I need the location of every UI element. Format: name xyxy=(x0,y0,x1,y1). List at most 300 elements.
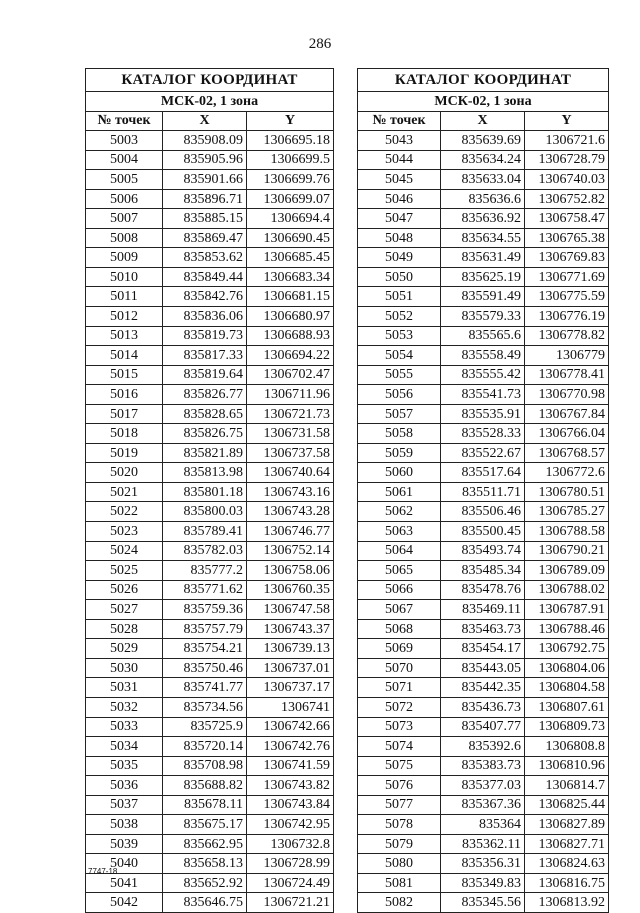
x-coordinate: 835826.75 xyxy=(163,424,247,444)
y-coordinate: 1306827.89 xyxy=(525,815,609,835)
table-row xyxy=(358,307,609,327)
x-coordinate: 835817.33 xyxy=(163,346,247,366)
table-row xyxy=(358,580,609,600)
table-row xyxy=(86,424,334,444)
table-row xyxy=(358,854,609,874)
x-coordinate: 835708.98 xyxy=(163,756,247,776)
x-coordinate: 835631.49 xyxy=(441,248,525,268)
point-number: 5036 xyxy=(86,776,163,796)
table-row xyxy=(358,326,609,346)
table-row xyxy=(358,443,609,463)
y-coordinate: 1306685.45 xyxy=(247,248,334,268)
y-coordinate: 1306785.27 xyxy=(525,502,609,522)
point-number: 5015 xyxy=(86,365,163,385)
table-row xyxy=(358,678,609,698)
table-row xyxy=(358,248,609,268)
table-row xyxy=(86,776,334,796)
table-row xyxy=(358,697,609,717)
table-row xyxy=(358,482,609,502)
x-coordinate: 835819.64 xyxy=(163,365,247,385)
x-coordinate: 835750.46 xyxy=(163,658,247,678)
page-number: 286 xyxy=(308,36,332,52)
y-coordinate: 1306737.01 xyxy=(247,658,334,678)
x-coordinate: 835885.15 xyxy=(163,209,247,229)
point-number: 5032 xyxy=(86,697,163,717)
table-row xyxy=(358,228,609,248)
x-coordinate: 835826.77 xyxy=(163,385,247,405)
x-coordinate: 835741.77 xyxy=(163,678,247,698)
x-coordinate: 835652.92 xyxy=(163,873,247,893)
y-coordinate: 1306788.02 xyxy=(525,580,609,600)
y-coordinate: 1306767.84 xyxy=(525,404,609,424)
x-coordinate: 835558.49 xyxy=(441,346,525,366)
table-row xyxy=(86,697,334,717)
point-number: 5010 xyxy=(86,267,163,287)
y-coordinate: 1306808.8 xyxy=(525,737,609,757)
point-number: 5064 xyxy=(358,541,441,561)
y-coordinate: 1306789.09 xyxy=(525,561,609,581)
y-coordinate: 1306768.57 xyxy=(525,443,609,463)
y-coordinate: 1306827.71 xyxy=(525,834,609,854)
point-number: 5025 xyxy=(86,561,163,581)
x-coordinate: 835757.79 xyxy=(163,619,247,639)
table-row xyxy=(86,639,334,659)
point-number: 5019 xyxy=(86,443,163,463)
x-coordinate: 835658.13 xyxy=(163,854,247,874)
point-number: 5004 xyxy=(86,150,163,170)
point-number: 5074 xyxy=(358,737,441,757)
x-coordinate: 835579.33 xyxy=(441,307,525,327)
table-row xyxy=(358,893,609,913)
y-coordinate: 1306770.98 xyxy=(525,385,609,405)
point-number: 5061 xyxy=(358,482,441,502)
point-number: 5082 xyxy=(358,893,441,913)
point-number: 5037 xyxy=(86,795,163,815)
y-coordinate: 1306699.5 xyxy=(247,150,334,170)
point-number: 5024 xyxy=(86,541,163,561)
x-coordinate: 835828.65 xyxy=(163,404,247,424)
table-row xyxy=(358,170,609,190)
y-coordinate: 1306779 xyxy=(525,346,609,366)
x-coordinate: 835493.74 xyxy=(441,541,525,561)
x-coordinate: 835511.71 xyxy=(441,482,525,502)
x-coordinate: 835633.04 xyxy=(441,170,525,190)
table-row xyxy=(86,307,334,327)
y-coordinate: 1306780.51 xyxy=(525,482,609,502)
x-coordinate: 835478.76 xyxy=(441,580,525,600)
column-header-point: № точек xyxy=(86,111,163,131)
x-coordinate: 835771.62 xyxy=(163,580,247,600)
point-number: 5038 xyxy=(86,815,163,835)
y-coordinate: 1306740.03 xyxy=(525,170,609,190)
table-row xyxy=(358,541,609,561)
y-coordinate: 1306765.38 xyxy=(525,228,609,248)
table-row xyxy=(86,795,334,815)
table-row xyxy=(358,717,609,737)
x-coordinate: 835901.66 xyxy=(163,170,247,190)
table-row xyxy=(86,326,334,346)
table-row xyxy=(358,619,609,639)
x-coordinate: 835725.9 xyxy=(163,717,247,737)
table-row xyxy=(86,287,334,307)
y-coordinate: 1306778.82 xyxy=(525,326,609,346)
y-coordinate: 1306742.76 xyxy=(247,737,334,757)
x-coordinate: 835636.6 xyxy=(441,189,525,209)
x-coordinate: 835734.56 xyxy=(163,697,247,717)
y-coordinate: 1306790.21 xyxy=(525,541,609,561)
x-coordinate: 835720.14 xyxy=(163,737,247,757)
x-coordinate: 835345.56 xyxy=(441,893,525,913)
table-row xyxy=(86,815,334,835)
x-coordinate: 835842.76 xyxy=(163,287,247,307)
x-coordinate: 835442.35 xyxy=(441,678,525,698)
x-coordinate: 835636.92 xyxy=(441,209,525,229)
x-coordinate: 835896.71 xyxy=(163,189,247,209)
table-row xyxy=(358,834,609,854)
y-coordinate: 1306775.59 xyxy=(525,287,609,307)
table-row xyxy=(358,873,609,893)
y-coordinate: 1306742.66 xyxy=(247,717,334,737)
y-coordinate: 1306731.58 xyxy=(247,424,334,444)
point-number: 5080 xyxy=(358,854,441,874)
x-coordinate: 835522.67 xyxy=(441,443,525,463)
y-coordinate: 1306737.17 xyxy=(247,678,334,698)
table-row xyxy=(86,209,334,229)
y-coordinate: 1306804.58 xyxy=(525,678,609,698)
x-coordinate: 835634.55 xyxy=(441,228,525,248)
x-coordinate: 835469.11 xyxy=(441,600,525,620)
x-coordinate: 835754.21 xyxy=(163,639,247,659)
point-number: 5075 xyxy=(358,756,441,776)
y-coordinate: 1306778.41 xyxy=(525,365,609,385)
y-coordinate: 1306752.82 xyxy=(525,189,609,209)
point-number: 5009 xyxy=(86,248,163,268)
point-number: 5029 xyxy=(86,639,163,659)
point-number: 5072 xyxy=(358,697,441,717)
y-coordinate: 1306787.91 xyxy=(525,600,609,620)
x-coordinate: 835849.44 xyxy=(163,267,247,287)
table-row xyxy=(358,737,609,757)
point-number: 5051 xyxy=(358,287,441,307)
point-number: 5026 xyxy=(86,580,163,600)
point-number: 5073 xyxy=(358,717,441,737)
table-row xyxy=(86,365,334,385)
point-number: 5035 xyxy=(86,756,163,776)
y-coordinate: 1306825.44 xyxy=(525,795,609,815)
y-coordinate: 1306772.6 xyxy=(525,463,609,483)
x-coordinate: 835407.77 xyxy=(441,717,525,737)
point-number: 5031 xyxy=(86,678,163,698)
table-row xyxy=(86,248,334,268)
point-number: 5069 xyxy=(358,639,441,659)
x-coordinate: 835555.42 xyxy=(441,365,525,385)
point-number: 5059 xyxy=(358,443,441,463)
catalog-body-right xyxy=(358,131,609,913)
x-coordinate: 835813.98 xyxy=(163,463,247,483)
point-number: 5068 xyxy=(358,619,441,639)
table-row xyxy=(86,404,334,424)
y-coordinate: 1306788.46 xyxy=(525,619,609,639)
table-row xyxy=(86,385,334,405)
table-row xyxy=(358,795,609,815)
x-coordinate: 835356.31 xyxy=(441,854,525,874)
table-row xyxy=(86,561,334,581)
table-row xyxy=(358,404,609,424)
x-coordinate: 835364 xyxy=(441,815,525,835)
y-coordinate: 1306711.96 xyxy=(247,385,334,405)
table-row xyxy=(86,717,334,737)
point-number: 5022 xyxy=(86,502,163,522)
y-coordinate: 1306737.58 xyxy=(247,443,334,463)
table-row xyxy=(86,228,334,248)
table-row xyxy=(358,385,609,405)
y-coordinate: 1306766.04 xyxy=(525,424,609,444)
point-number: 5012 xyxy=(86,307,163,327)
point-number: 5043 xyxy=(358,131,441,151)
x-coordinate: 835362.11 xyxy=(441,834,525,854)
table-row xyxy=(358,639,609,659)
point-number: 5005 xyxy=(86,170,163,190)
point-number: 5033 xyxy=(86,717,163,737)
y-coordinate: 1306758.06 xyxy=(247,561,334,581)
table-row xyxy=(358,600,609,620)
point-number: 5067 xyxy=(358,600,441,620)
point-number: 5058 xyxy=(358,424,441,444)
y-coordinate: 1306824.63 xyxy=(525,854,609,874)
y-coordinate: 1306740.64 xyxy=(247,463,334,483)
y-coordinate: 1306809.73 xyxy=(525,717,609,737)
x-coordinate: 835367.36 xyxy=(441,795,525,815)
table-row xyxy=(358,502,609,522)
point-number: 5040 xyxy=(86,854,163,874)
table-row xyxy=(358,150,609,170)
point-number: 5053 xyxy=(358,326,441,346)
table-row xyxy=(86,346,334,366)
table-row xyxy=(86,131,334,151)
table-row xyxy=(86,150,334,170)
y-coordinate: 1306814.7 xyxy=(525,776,609,796)
x-coordinate: 835463.73 xyxy=(441,619,525,639)
y-coordinate: 1306776.19 xyxy=(525,307,609,327)
y-coordinate: 1306743.37 xyxy=(247,619,334,639)
zone-title: МСК-02, 1 зона xyxy=(358,92,609,112)
catalog-title: КАТАЛОГ КООРДИНАТ xyxy=(358,69,609,92)
table-row xyxy=(86,678,334,698)
y-coordinate: 1306690.45 xyxy=(247,228,334,248)
table-row xyxy=(86,658,334,678)
column-header-x: X xyxy=(163,111,247,131)
x-coordinate: 835836.06 xyxy=(163,307,247,327)
point-number: 5021 xyxy=(86,482,163,502)
y-coordinate: 1306739.13 xyxy=(247,639,334,659)
point-number: 5020 xyxy=(86,463,163,483)
table-row xyxy=(358,463,609,483)
point-number: 5070 xyxy=(358,658,441,678)
table-row xyxy=(86,580,334,600)
point-number: 5057 xyxy=(358,404,441,424)
y-coordinate: 1306728.79 xyxy=(525,150,609,170)
x-coordinate: 835662.95 xyxy=(163,834,247,854)
table-row xyxy=(86,873,334,893)
point-number: 5028 xyxy=(86,619,163,639)
y-coordinate: 1306721.73 xyxy=(247,404,334,424)
table-row xyxy=(86,443,334,463)
table-row xyxy=(86,522,334,542)
y-coordinate: 1306742.95 xyxy=(247,815,334,835)
table-row xyxy=(358,209,609,229)
x-coordinate: 835869.47 xyxy=(163,228,247,248)
y-coordinate: 1306683.34 xyxy=(247,267,334,287)
column-header-y: Y xyxy=(247,111,334,131)
x-coordinate: 835688.82 xyxy=(163,776,247,796)
point-number: 5013 xyxy=(86,326,163,346)
y-coordinate: 1306746.77 xyxy=(247,522,334,542)
table-row xyxy=(86,854,334,874)
table-row xyxy=(358,189,609,209)
y-coordinate: 1306792.75 xyxy=(525,639,609,659)
y-coordinate: 1306680.97 xyxy=(247,307,334,327)
x-coordinate: 835801.18 xyxy=(163,482,247,502)
point-number: 5066 xyxy=(358,580,441,600)
table-row xyxy=(86,541,334,561)
point-number: 5047 xyxy=(358,209,441,229)
x-coordinate: 835541.73 xyxy=(441,385,525,405)
table-row xyxy=(86,189,334,209)
y-coordinate: 1306769.83 xyxy=(525,248,609,268)
point-number: 5062 xyxy=(358,502,441,522)
x-coordinate: 835436.73 xyxy=(441,697,525,717)
table-row xyxy=(358,424,609,444)
point-number: 5014 xyxy=(86,346,163,366)
point-number: 5055 xyxy=(358,365,441,385)
table-row xyxy=(358,365,609,385)
point-number: 5065 xyxy=(358,561,441,581)
y-coordinate: 1306721.21 xyxy=(247,893,334,913)
table-row xyxy=(358,346,609,366)
table-row xyxy=(358,776,609,796)
y-coordinate: 1306810.96 xyxy=(525,756,609,776)
table-row xyxy=(358,658,609,678)
coordinate-catalog-right xyxy=(357,68,609,913)
table-row xyxy=(358,561,609,581)
y-coordinate: 1306741.59 xyxy=(247,756,334,776)
x-coordinate: 835678.11 xyxy=(163,795,247,815)
y-coordinate: 1306724.49 xyxy=(247,873,334,893)
point-number: 5052 xyxy=(358,307,441,327)
y-coordinate: 1306760.35 xyxy=(247,580,334,600)
x-coordinate: 835819.73 xyxy=(163,326,247,346)
y-coordinate: 1306695.18 xyxy=(247,131,334,151)
y-coordinate: 1306699.07 xyxy=(247,189,334,209)
point-number: 5079 xyxy=(358,834,441,854)
table-row xyxy=(86,463,334,483)
point-number: 5054 xyxy=(358,346,441,366)
table-row xyxy=(86,170,334,190)
point-number: 5008 xyxy=(86,228,163,248)
y-coordinate: 1306741 xyxy=(247,697,334,717)
x-coordinate: 835349.83 xyxy=(441,873,525,893)
point-number: 5044 xyxy=(358,150,441,170)
x-coordinate: 835634.24 xyxy=(441,150,525,170)
x-coordinate: 835565.6 xyxy=(441,326,525,346)
x-coordinate: 835500.45 xyxy=(441,522,525,542)
point-number: 5027 xyxy=(86,600,163,620)
column-header-y: Y xyxy=(525,111,609,131)
table-row xyxy=(86,834,334,854)
catalog-title: КАТАЛОГ КООРДИНАТ xyxy=(86,69,334,92)
x-coordinate: 835908.09 xyxy=(163,131,247,151)
y-coordinate: 1306688.93 xyxy=(247,326,334,346)
point-number: 5048 xyxy=(358,228,441,248)
table-row xyxy=(86,482,334,502)
x-coordinate: 835383.73 xyxy=(441,756,525,776)
point-number: 5042 xyxy=(86,893,163,913)
point-number: 5034 xyxy=(86,737,163,757)
point-number: 5041 xyxy=(86,873,163,893)
y-coordinate: 1306804.06 xyxy=(525,658,609,678)
point-number: 5045 xyxy=(358,170,441,190)
point-number: 5076 xyxy=(358,776,441,796)
table-row xyxy=(86,619,334,639)
y-coordinate: 1306788.58 xyxy=(525,522,609,542)
x-coordinate: 835485.34 xyxy=(441,561,525,581)
point-number: 5023 xyxy=(86,522,163,542)
footer-code: 7747-18 xyxy=(88,867,118,876)
point-number: 5046 xyxy=(358,189,441,209)
point-number: 5007 xyxy=(86,209,163,229)
x-coordinate: 835454.17 xyxy=(441,639,525,659)
y-coordinate: 1306694.4 xyxy=(247,209,334,229)
y-coordinate: 1306743.84 xyxy=(247,795,334,815)
x-coordinate: 835443.05 xyxy=(441,658,525,678)
x-coordinate: 835625.19 xyxy=(441,267,525,287)
point-number: 5071 xyxy=(358,678,441,698)
table-row xyxy=(358,267,609,287)
x-coordinate: 835392.6 xyxy=(441,737,525,757)
point-number: 5050 xyxy=(358,267,441,287)
point-number: 5017 xyxy=(86,404,163,424)
x-coordinate: 835517.64 xyxy=(441,463,525,483)
point-number: 5060 xyxy=(358,463,441,483)
x-coordinate: 835506.46 xyxy=(441,502,525,522)
point-number: 5006 xyxy=(86,189,163,209)
catalog-body-left xyxy=(86,131,334,913)
x-coordinate: 835821.89 xyxy=(163,443,247,463)
y-coordinate: 1306681.15 xyxy=(247,287,334,307)
y-coordinate: 1306813.92 xyxy=(525,893,609,913)
x-coordinate: 835800.03 xyxy=(163,502,247,522)
x-coordinate: 835528.33 xyxy=(441,424,525,444)
table-row xyxy=(358,131,609,151)
x-coordinate: 835675.17 xyxy=(163,815,247,835)
point-number: 5016 xyxy=(86,385,163,405)
x-coordinate: 835535.91 xyxy=(441,404,525,424)
x-coordinate: 835777.2 xyxy=(163,561,247,581)
table-row xyxy=(358,756,609,776)
y-coordinate: 1306747.58 xyxy=(247,600,334,620)
y-coordinate: 1306728.99 xyxy=(247,854,334,874)
table-row xyxy=(86,600,334,620)
point-number: 5030 xyxy=(86,658,163,678)
point-number: 5003 xyxy=(86,131,163,151)
x-coordinate: 835782.03 xyxy=(163,541,247,561)
y-coordinate: 1306752.14 xyxy=(247,541,334,561)
table-row xyxy=(86,502,334,522)
table-row xyxy=(86,893,334,913)
coordinate-catalog-left xyxy=(85,68,334,913)
table-row xyxy=(86,267,334,287)
y-coordinate: 1306721.6 xyxy=(525,131,609,151)
